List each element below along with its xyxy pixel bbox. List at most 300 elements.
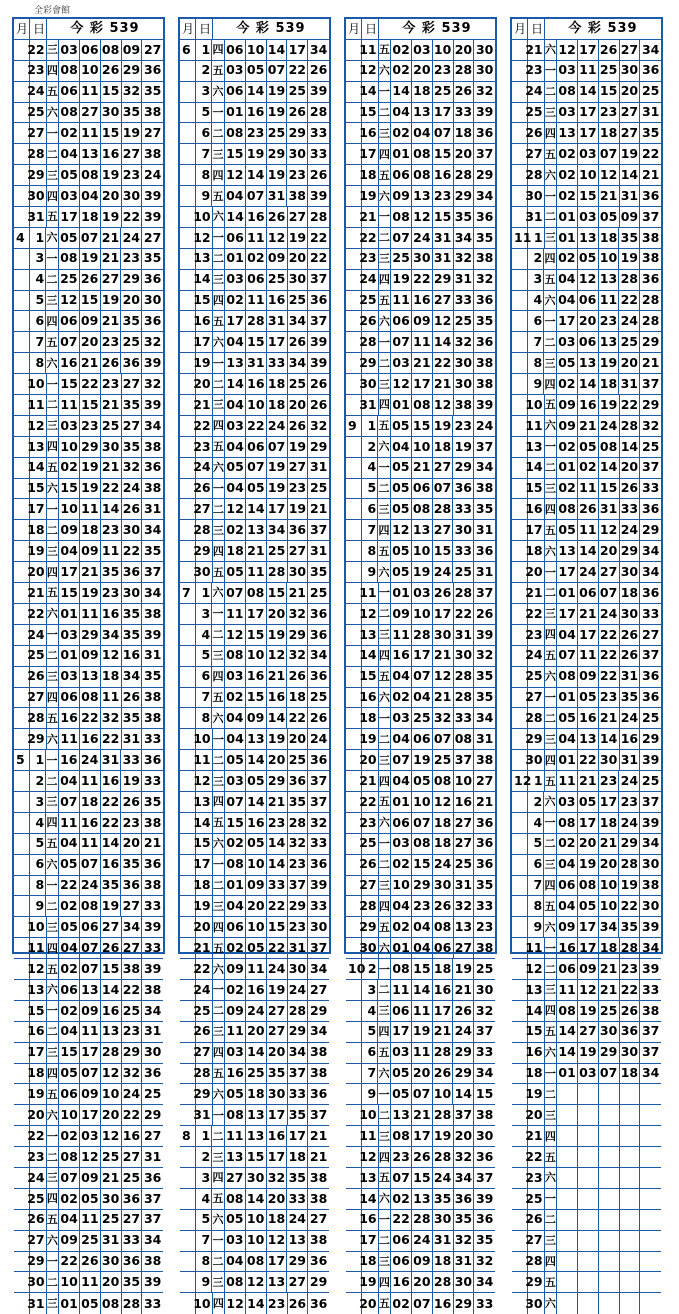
number-cell: 22: [101, 479, 122, 499]
number-cell: 13: [578, 228, 599, 248]
day-cell: 1: [30, 228, 47, 248]
number-cell: 10: [59, 1105, 80, 1125]
table-row: [14, 374, 163, 395]
number-cell: 35: [475, 877, 494, 893]
number-cell: 08: [412, 395, 433, 415]
number-cell: 10: [246, 395, 267, 415]
day-cell: 4: [30, 270, 47, 290]
number-cell: 21: [578, 604, 599, 624]
number-cell: [640, 1231, 661, 1251]
number-cell: 25: [412, 708, 433, 728]
number-cell: 33: [454, 103, 475, 123]
number-cell: 17: [412, 1126, 433, 1146]
number-cell: 17: [433, 1001, 454, 1021]
number-cell: 36: [475, 1148, 494, 1164]
number-cell: 24: [121, 228, 142, 248]
day-cell: 12: [30, 416, 47, 436]
month-cell: [180, 103, 196, 123]
number-cell: 28: [433, 1272, 454, 1292]
number-cell: 04: [557, 896, 578, 916]
number-cell: 15: [599, 479, 620, 499]
day-cell: 28: [362, 332, 379, 352]
day-cell: 24: [30, 82, 47, 102]
number-cell: 23: [433, 186, 454, 206]
number-cell: 38: [143, 981, 162, 997]
month-cell: [180, 1189, 196, 1209]
number-cell: 22: [620, 980, 641, 1000]
number-cell: 25: [619, 332, 640, 352]
number-cell: 09: [59, 1231, 80, 1251]
day-cell: 12: [362, 604, 379, 624]
number-cell: 04: [59, 1022, 80, 1042]
month-header: 月: [512, 19, 528, 39]
number-cell: 04: [225, 332, 246, 352]
number-cell: 08: [101, 1293, 122, 1314]
table-row: [180, 625, 329, 646]
number-cell: 06: [59, 311, 80, 331]
number-cell: [578, 1252, 599, 1272]
table-row: [14, 82, 163, 103]
number-cell: 04: [225, 186, 246, 206]
number-cell: [640, 1189, 661, 1209]
weekday-cell: 六: [378, 562, 391, 582]
number-cell: 26: [121, 792, 142, 812]
number-cell: 08: [225, 1272, 246, 1292]
day-cell: 31: [362, 395, 379, 415]
table-row: [346, 729, 495, 750]
number-cell: 03: [391, 1043, 412, 1063]
number-cell: 22: [433, 353, 454, 373]
number-cell: 22: [287, 61, 308, 81]
day-cell: 1: [196, 1126, 213, 1146]
number-cell: 24: [619, 813, 640, 833]
number-cell: 19: [267, 980, 288, 1000]
weekday-cell: 六: [47, 103, 60, 123]
number-cell: 16: [246, 374, 267, 394]
number-cell: 26: [101, 353, 122, 373]
number-cell: 12: [101, 646, 122, 666]
table-row: [512, 1022, 661, 1043]
number-cell: 12: [101, 1064, 122, 1084]
table-row: [346, 520, 495, 541]
weekday-cell: 六: [379, 1189, 392, 1209]
number-cell: 34: [143, 1232, 162, 1248]
day-cell: 13: [528, 980, 545, 1000]
number-cell: 12: [391, 374, 412, 394]
number-cell: [557, 1293, 578, 1314]
weekday-cell: 一: [379, 1210, 392, 1230]
number-cell: 18: [225, 541, 246, 561]
number-cell: 34: [309, 41, 328, 57]
number-cell: 13: [80, 667, 101, 687]
weekday-cell: 四: [213, 792, 226, 812]
weekday-cell: 二: [545, 1084, 558, 1104]
number-cell: 05: [59, 228, 80, 248]
number-cell: 37: [641, 375, 660, 391]
number-cell: 37: [475, 146, 494, 162]
table-row: [14, 1043, 163, 1064]
weekday-cell: 六: [212, 82, 225, 102]
weekday-cell: 五: [379, 792, 392, 812]
number-cell: 39: [475, 396, 494, 412]
day-cell: 8: [528, 896, 545, 916]
number-cell: 17: [578, 625, 599, 645]
day-cell: 27: [528, 688, 545, 708]
number-cell: [620, 1105, 641, 1125]
table-row: [180, 479, 329, 500]
number-cell: [599, 1252, 620, 1272]
number-cell: 03: [412, 40, 433, 60]
number-cell: 26: [287, 103, 308, 123]
number-cell: 30: [475, 1127, 494, 1143]
number-cell: 31: [454, 1252, 475, 1272]
number-cell: [557, 1252, 578, 1272]
number-cell: 32: [454, 1231, 475, 1251]
weekday-cell: 五: [213, 1064, 226, 1084]
number-cell: 09: [225, 1001, 246, 1021]
month-cell: 8: [180, 1126, 196, 1146]
number-cell: 25: [309, 480, 328, 496]
number-cell: 37: [641, 793, 660, 809]
number-cell: 23: [121, 813, 142, 833]
table-row: [180, 562, 329, 583]
number-cell: 15: [59, 479, 80, 499]
number-cell: 29: [620, 541, 641, 561]
number-cell: 37: [475, 584, 494, 600]
day-cell: 20: [196, 917, 213, 937]
number-cell: 32: [475, 271, 494, 287]
number-cell: 09: [267, 249, 288, 269]
number-cell: 01: [225, 103, 246, 123]
number-cell: 39: [475, 626, 494, 642]
weekday-cell: 五: [47, 708, 60, 728]
number-cell: 26: [101, 938, 122, 958]
number-cell: 08: [391, 207, 412, 227]
weekday-cell: 一: [213, 729, 226, 749]
number-cell: 20: [246, 896, 267, 916]
weekday-cell: 四: [545, 625, 558, 645]
day-cell: 24: [30, 625, 47, 645]
day-cell: 7: [196, 688, 213, 708]
number-cell: 08: [225, 855, 246, 875]
number-cell: 11: [557, 980, 578, 1000]
number-cell: 26: [433, 1064, 454, 1084]
number-cell: 31: [475, 522, 494, 538]
number-cell: 29: [453, 1043, 474, 1063]
weekday-cell: 六: [379, 61, 392, 81]
number-cell: 02: [391, 1293, 412, 1314]
weekday-cell: 二: [47, 1147, 60, 1167]
number-cell: 09: [80, 1168, 101, 1188]
table-row: [346, 40, 495, 61]
number-cell: 29: [454, 186, 475, 206]
table-row: [512, 311, 661, 332]
month-cell: 6: [180, 40, 196, 60]
number-cell: 13: [246, 729, 267, 749]
number-cell: 34: [475, 459, 494, 475]
table-row: [346, 771, 495, 792]
month-cell: [512, 896, 528, 916]
table-row: [180, 1168, 329, 1189]
table-row: [14, 1189, 163, 1210]
number-cell: 12: [557, 40, 578, 60]
number-cell: 15: [599, 82, 620, 102]
table-row: [14, 688, 163, 709]
table-row: [512, 499, 661, 520]
number-cell: 24: [433, 562, 454, 582]
day-cell: 21: [362, 771, 379, 791]
number-cell: 33: [641, 605, 660, 621]
number-cell: 26: [288, 332, 309, 352]
number-cell: 03: [578, 207, 599, 227]
day-cell: 5: [30, 834, 47, 854]
number-cell: 25: [599, 61, 620, 81]
number-cell: 11: [59, 395, 80, 415]
number-cell: 27: [433, 291, 454, 311]
number-cell: 38: [143, 104, 162, 120]
number-cell: 34: [267, 520, 288, 540]
number-cell: 05: [557, 520, 578, 540]
day-cell: 1: [30, 750, 47, 770]
number-cell: 02: [578, 458, 599, 478]
number-cell: 35: [143, 250, 162, 266]
day-cell: 20: [30, 1105, 47, 1125]
number-cell: 24: [453, 1022, 474, 1042]
weekday-cell: 五: [47, 1210, 60, 1230]
number-cell: 22: [599, 646, 620, 666]
number-cell: 20: [620, 458, 641, 478]
weekday-cell: 四: [47, 1189, 60, 1209]
day-cell: 7: [528, 876, 545, 896]
table-row: [512, 959, 661, 980]
table-row: [512, 1210, 661, 1231]
number-cell: 20: [267, 1189, 288, 1209]
number-cell: 02: [225, 980, 246, 1000]
table-row: [512, 479, 661, 500]
number-cell: 19: [267, 165, 288, 185]
table-row: [346, 646, 495, 667]
number-cell: 21: [80, 353, 101, 373]
number-cell: 02: [59, 1126, 80, 1146]
number-cell: 01: [391, 938, 412, 958]
number-cell: 18: [620, 583, 641, 603]
number-cell: 37: [475, 1169, 494, 1185]
number-cell: 19: [122, 123, 143, 143]
day-cell: 8: [528, 353, 545, 373]
weekday-cell: 二: [545, 82, 558, 102]
number-cell: 31: [433, 249, 454, 269]
number-cell: 12: [246, 1272, 267, 1292]
number-cell: 29: [475, 166, 494, 182]
number-cell: 15: [246, 1147, 267, 1167]
number-cell: 20: [454, 144, 475, 164]
weekday-cell: 四: [379, 395, 392, 415]
number-cell: 34: [143, 584, 162, 600]
number-cell: 16: [101, 855, 122, 875]
number-cell: [557, 1168, 578, 1188]
number-cell: 05: [59, 855, 80, 875]
day-cell: 19: [30, 541, 47, 561]
weekday-cell: 一: [213, 479, 226, 499]
number-cell: 30: [288, 270, 309, 290]
table-row: [14, 917, 163, 938]
weekday-cell: 四: [47, 562, 60, 582]
number-cell: [620, 1293, 641, 1314]
number-cell: 29: [641, 730, 660, 746]
table-row: [14, 395, 163, 416]
table-row: [346, 688, 495, 709]
number-cell: 35: [122, 604, 143, 624]
weekday-cell: 五: [46, 834, 59, 854]
number-cell: 07: [599, 1064, 620, 1084]
number-cell: 25: [143, 1086, 162, 1102]
number-cell: 03: [557, 792, 578, 812]
number-cell: 06: [391, 165, 412, 185]
table-row: [346, 1064, 495, 1085]
day-cell: 6: [30, 311, 47, 331]
table-row: [14, 771, 163, 792]
number-cell: 19: [267, 82, 288, 102]
number-cell: 24: [412, 228, 433, 248]
table-row: [512, 562, 661, 583]
number-cell: 36: [620, 1022, 641, 1042]
weekday-cell: 一: [212, 1231, 225, 1251]
number-cell: [620, 1084, 641, 1104]
table-row: [512, 249, 661, 270]
weekday-cell: 四: [545, 1001, 558, 1021]
number-cell: 38: [143, 1253, 162, 1269]
table-row: [14, 792, 163, 813]
number-cell: 18: [246, 1084, 267, 1104]
number-cell: 36: [475, 814, 494, 830]
table-row: [346, 792, 495, 813]
number-cell: 20: [619, 353, 640, 373]
number-cell: 08: [557, 667, 578, 687]
number-cell: 23: [122, 165, 143, 185]
number-cell: 27: [620, 103, 641, 123]
number-cell: 22: [391, 1210, 412, 1230]
number-cell: 19: [412, 562, 433, 582]
day-cell: 4: [528, 813, 545, 833]
number-cell: 04: [412, 123, 433, 143]
table-row: [14, 499, 163, 520]
number-cell: 19: [599, 353, 620, 373]
weekday-cell: 二: [379, 103, 392, 123]
number-cell: 21: [599, 980, 620, 1000]
day-cell: 10: [528, 395, 545, 415]
number-cell: 19: [101, 207, 122, 227]
number-cell: 02: [391, 40, 412, 60]
number-cell: 30: [122, 520, 143, 540]
table-row: [180, 583, 329, 604]
number-cell: 38: [287, 186, 308, 206]
number-cell: 01: [557, 583, 578, 603]
number-cell: 36: [641, 187, 660, 203]
number-cell: 32: [288, 834, 309, 854]
number-cell: 03: [225, 771, 246, 791]
day-cell: 25: [528, 1189, 545, 1209]
number-cell: 08: [412, 144, 433, 164]
number-cell: 27: [454, 834, 475, 854]
table-row: [14, 520, 163, 541]
number-cell: 31: [433, 1231, 454, 1251]
weekday-cell: 三: [212, 646, 225, 666]
number-cell: 18: [287, 688, 308, 708]
number-cell: 24: [619, 771, 640, 791]
number-cell: 29: [267, 771, 288, 791]
number-cell: 39: [143, 960, 162, 976]
day-cell: 23: [528, 61, 545, 81]
number-cell: 31: [143, 647, 162, 663]
day-cell: 21: [528, 40, 545, 60]
number-cell: 29: [309, 1274, 328, 1290]
table-row: [14, 144, 163, 165]
number-cell: 05: [225, 1084, 246, 1104]
day-cell: 15: [528, 479, 545, 499]
number-cell: 34: [309, 647, 328, 663]
number-cell: 19: [80, 458, 101, 478]
number-cell: 21: [433, 688, 454, 708]
number-cell: 30: [454, 646, 475, 666]
table-row: [180, 270, 329, 291]
number-cell: 23: [80, 416, 101, 436]
day-cell: 11: [196, 750, 213, 770]
weekday-cell: 五: [379, 40, 392, 60]
number-cell: 06: [391, 1231, 412, 1251]
day-cell: 22: [30, 1126, 47, 1146]
month-cell: [180, 1147, 196, 1167]
number-cell: 35: [454, 207, 475, 227]
weekday-cell: 二: [47, 144, 60, 164]
number-cell: 01: [557, 458, 578, 478]
weekday-cell: 五: [379, 291, 392, 311]
table-row: [346, 1231, 495, 1252]
number-cell: 26: [288, 416, 309, 436]
number-cell: 36: [453, 479, 474, 499]
number-cell: 10: [59, 437, 80, 457]
day-cell: 29: [196, 1084, 213, 1104]
number-cell: 16: [246, 813, 267, 833]
day-cell: 22: [30, 40, 47, 60]
number-cell: 29: [122, 61, 143, 81]
number-cell: 24: [578, 562, 599, 582]
number-cell: 36: [475, 856, 494, 872]
day-cell: 27: [30, 688, 47, 708]
day-cell: 2: [528, 249, 545, 269]
number-cell: 16: [433, 1293, 454, 1314]
day-cell: 13: [362, 1168, 379, 1188]
weekday-cell: 六: [545, 667, 558, 687]
number-cell: 29: [453, 1064, 474, 1084]
month-cell: [14, 896, 30, 916]
day-cell: 31: [30, 207, 47, 227]
number-cell: 37: [143, 1190, 162, 1206]
number-cell: 27: [267, 1022, 288, 1042]
number-cell: 10: [246, 855, 267, 875]
table-row: [346, 708, 495, 729]
number-cell: 31: [454, 270, 475, 290]
number-cell: 35: [454, 1210, 475, 1230]
day-cell: 22: [362, 792, 379, 812]
number-cell: 03: [391, 834, 412, 854]
number-cell: 36: [143, 856, 162, 872]
number-cell: 07: [267, 437, 288, 457]
number-cell: 01: [225, 876, 246, 896]
number-cell: 05: [391, 499, 412, 519]
number-cell: 14: [246, 792, 267, 812]
number-cell: 10: [433, 40, 454, 60]
number-cell: 28: [101, 1043, 122, 1063]
